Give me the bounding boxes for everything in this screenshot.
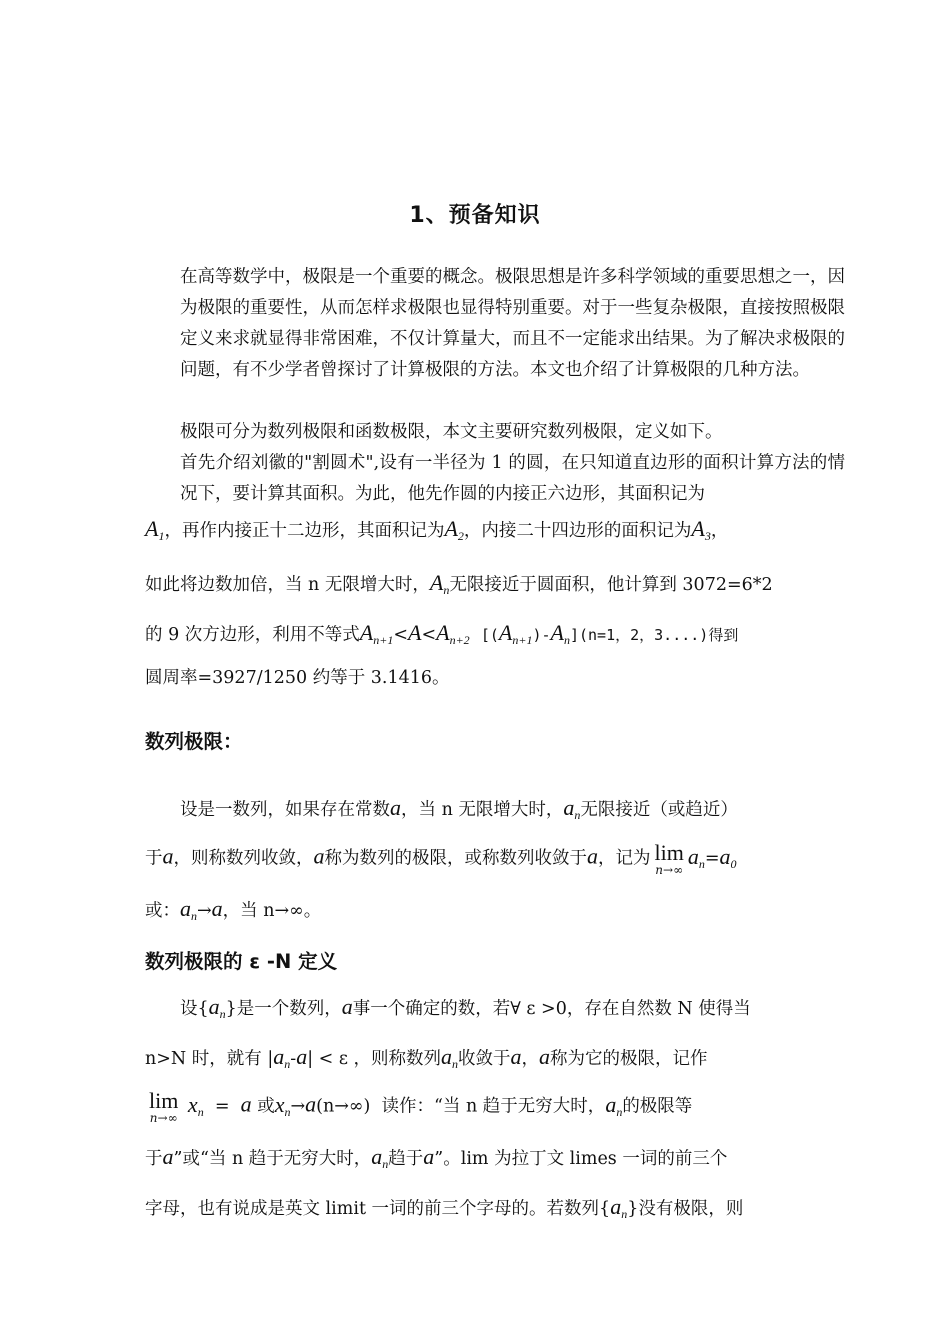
- intro-line-doubling: 如此将边数加倍，当 n 无限增大时，$A_n$无限接近于圆面积，他计算到 3072=6*2: [145, 570, 773, 597]
- section-heading-epsilon-n: 数列极限的 ε -N 定义: [145, 950, 338, 973]
- intro-line-inequality: 的 9 次方边形，利用不等式$A_{n+1}<A<A_{n+2}$ $[(A_{n+1})-A_n](n=1$，2，3....)得到: [145, 620, 739, 647]
- math-An2: $A_{n+2}$: [436, 620, 470, 647]
- seq-def-line-2: 于a，则称数列收敛，a称为数列的极限，或称数列收敛于a，记为 lim n→∞ $a_n=a_0$: [145, 840, 737, 877]
- math-a0: $a_0$: [719, 843, 737, 871]
- intro-paragraph-2: 极限可分为数列极限和函数极限，本文主要研究数列极限，定义如下。: [180, 422, 723, 442]
- math-xn: $x_n$: [274, 1091, 291, 1119]
- math-an-lim: $a_n$: [687, 843, 705, 871]
- math-an: $a_n$: [208, 994, 226, 1021]
- lim-notation: lim n→∞: [654, 840, 684, 877]
- math-A: A: [408, 620, 422, 645]
- intro-line-areas: $A_1$，再作内接正十二边形，其面积记为$A_2$，内接二十四边形的面积记为$A_3$，: [145, 516, 729, 543]
- math-an: $a_n$: [610, 1194, 628, 1221]
- math-An-b: $A_n$: [550, 620, 570, 647]
- math-an: $a_n$: [605, 1091, 623, 1119]
- intro-line-pi: 圆周率=3927/1250 约等于 3.1416。: [145, 668, 450, 688]
- math-An1: $A_{n+1}$: [359, 620, 394, 647]
- eps-def-line-5: 字母，也有说成是英文 limit 一词的前三个字母的。若数列$\{a_n\}$没有极限，则: [145, 1194, 744, 1221]
- section-heading-sequence-limit: 数列极限：: [145, 730, 243, 753]
- eps-def-line-3: lim n→∞ $x_n = a$ 或$x_n\to a(n\to\infty)$ 读作：“当 n 趋于无穷大时，$a_n$的极限等: [149, 1088, 693, 1125]
- lim-notation: lim n→∞: [149, 1088, 179, 1125]
- math-an: $a_n$: [563, 795, 581, 822]
- eps-def-line-1: 设$\{a_n\}$是一个数列，a事一个确定的数，若∀ ε >0，存在自然数 N 使得当: [180, 994, 751, 1021]
- math-A2: $A_2$: [444, 516, 464, 543]
- page-title: 1、预备知识: [409, 203, 541, 228]
- intro-paragraph-3: 首先介绍刘徽的"割圆术",设有一半径为 1 的圆，在只知道直边形的面积计算方法的情况下，要计算其面积。为此，他先作圆的内接正六边形，其面积记为: [180, 453, 845, 504]
- math-xn: $x_n$: [187, 1091, 204, 1119]
- intro-paragraph-1: 在高等数学中，极限是一个重要的概念。极限思想是许多科学领域的重要思想之一，因为极限的重要性，从而怎样求极限也显得特别重要。对于一些复杂极限，直接按照极限定义来求就显得非常困难，不仅计算量大，而且不一定能求出结果。为了解决求极限的问题，有不少学者曾探讨了计算极限的方法。本文也介绍了计算极限的几种方法。: [180, 267, 845, 380]
- math-An1b: $A_{n+1}$: [498, 620, 533, 647]
- math-A3: $A_3$: [691, 516, 711, 543]
- math-an: $a_n$: [441, 1044, 459, 1071]
- seq-def-line-1: 设是一数列，如果存在常数a，当 n 无限增大时，$a_n$无限接近（或趋近）: [180, 795, 738, 822]
- math-an-arrow: $a_n$: [180, 896, 197, 923]
- math-A1: $A_1$: [145, 516, 165, 543]
- math-an: $a_n$: [371, 1144, 389, 1171]
- math-An: $A_n$: [429, 570, 450, 597]
- eps-def-line-2: n>N 时，就有 $|a_n-a| < \varepsilon$ ，则称数列$a_n$收敛于a，a称为它的极限，记作: [145, 1044, 708, 1071]
- seq-def-line-3: 或：$a_n\to a$，当 n→∞。: [145, 896, 322, 923]
- math-an: $a_n$: [273, 1044, 291, 1071]
- eps-def-line-4: 于a”或“当 n 趋于无穷大时，$a_n$趋于a”。lim 为拉丁文 limes 一词的前三个: [145, 1144, 728, 1171]
